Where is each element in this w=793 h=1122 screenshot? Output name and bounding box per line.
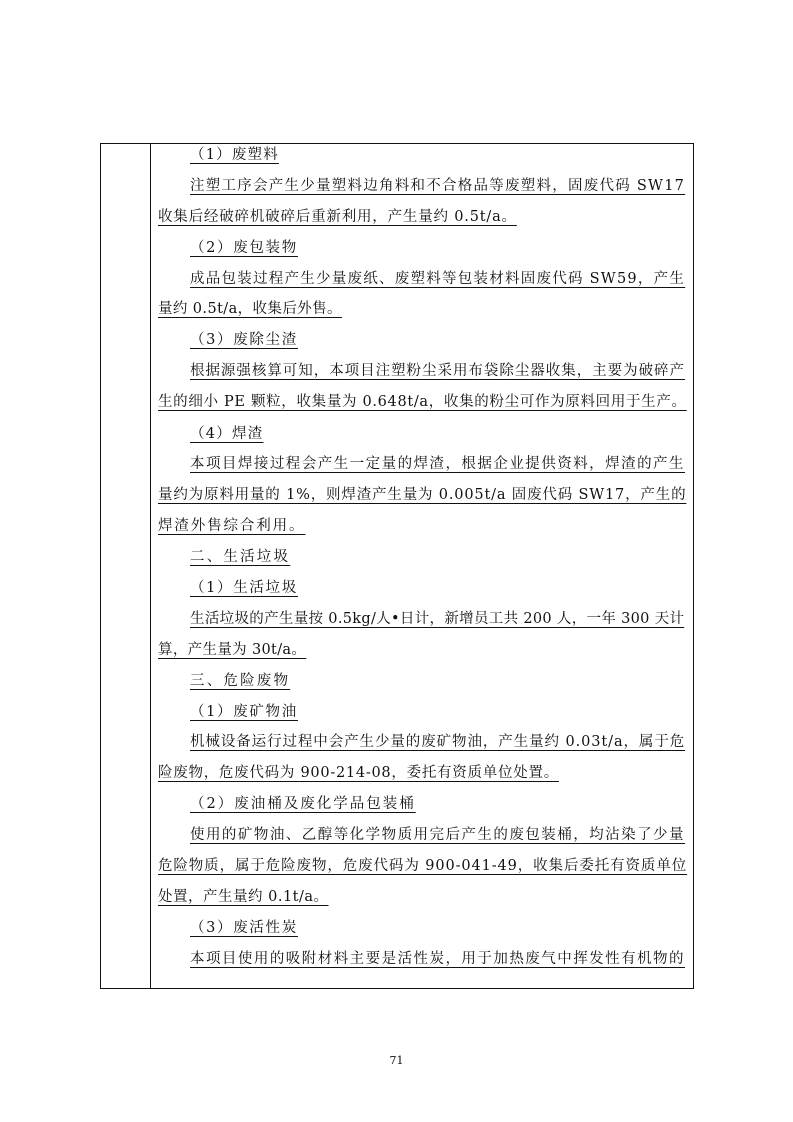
text-line: （1）废矿物油 [190, 704, 298, 720]
text-line: 收集后经破碎机破碎后重新利用，产生量约 0.5t/a。 [158, 209, 517, 225]
text-line: 量约为原料用量的 1%，则焊渣产生量为 0.005t/a 固废代码 SW17，产生的 [158, 487, 687, 503]
text-line: 根据源强核算可知，本项目注塑粉尘采用布袋除尘器收集，主要为破碎产 [190, 363, 685, 379]
text-line: 生活垃圾的产生量按 0.5kg/人•日计，新增员工共 200 人，一年 300 天计 [190, 611, 685, 627]
text-line: 算，产生量为 30t/a。 [158, 642, 307, 658]
text-line: （1）废塑料 [190, 147, 279, 163]
text-line: 成品包装过程产生少量废纸、废塑料等包装材料固废代码 SW59，产生 [190, 271, 686, 287]
page-number: 71 [389, 1054, 404, 1067]
table-label-column [101, 144, 151, 988]
text-line: 三、危险废物 [190, 673, 291, 689]
text-line: （4）焊渣 [190, 426, 264, 442]
text-line: 注塑工序会产生少量塑料边角料和不合格品等废塑料，固废代码 SW17 [190, 178, 686, 194]
text-line: （1）生活垃圾 [190, 580, 298, 596]
text-line: 使用的矿物油、乙醇等化学物质用完后产生的废包装桶，均沾染了少量 [190, 827, 685, 843]
text-line: 二、生活垃圾 [190, 549, 291, 565]
text-line: 本项目焊接过程会产生一定量的焊渣，根据企业提供资料，焊渣的产生 [190, 456, 685, 472]
text-line: 量约 0.5t/a，收集后外售。 [158, 301, 342, 317]
text-line: 处置，产生量约 0.1t/a。 [158, 889, 329, 905]
text-line: （2）废油桶及废化学品包装桶 [190, 796, 416, 812]
text-line: 危险物质，属于危险废物，危废代码为 900-041-49，收集后委托有资质单位 [158, 858, 688, 874]
text-line: 焊渣外售综合利用。 [158, 518, 306, 534]
text-line: 险废物，危废代码为 900-214-08，委托有资质单位处置。 [158, 765, 559, 781]
text-line: （3）废活性炭 [190, 920, 298, 936]
text-line: 本项目使用的吸附材料主要是活性炭，用于加热废气中挥发性有机物的 [190, 951, 685, 967]
text-line: 机械设备运行过程中会产生少量的废矿物油，产生量约 0.03t/a，属于危 [190, 734, 686, 750]
text-line: （2）废包装物 [190, 240, 298, 256]
text-line: （3）废除尘渣 [190, 332, 298, 348]
text-line: 生的细小 PE 颗粒，收集量为 0.648t/a，收集的粉尘可作为原料回用于生产。 [158, 394, 687, 410]
